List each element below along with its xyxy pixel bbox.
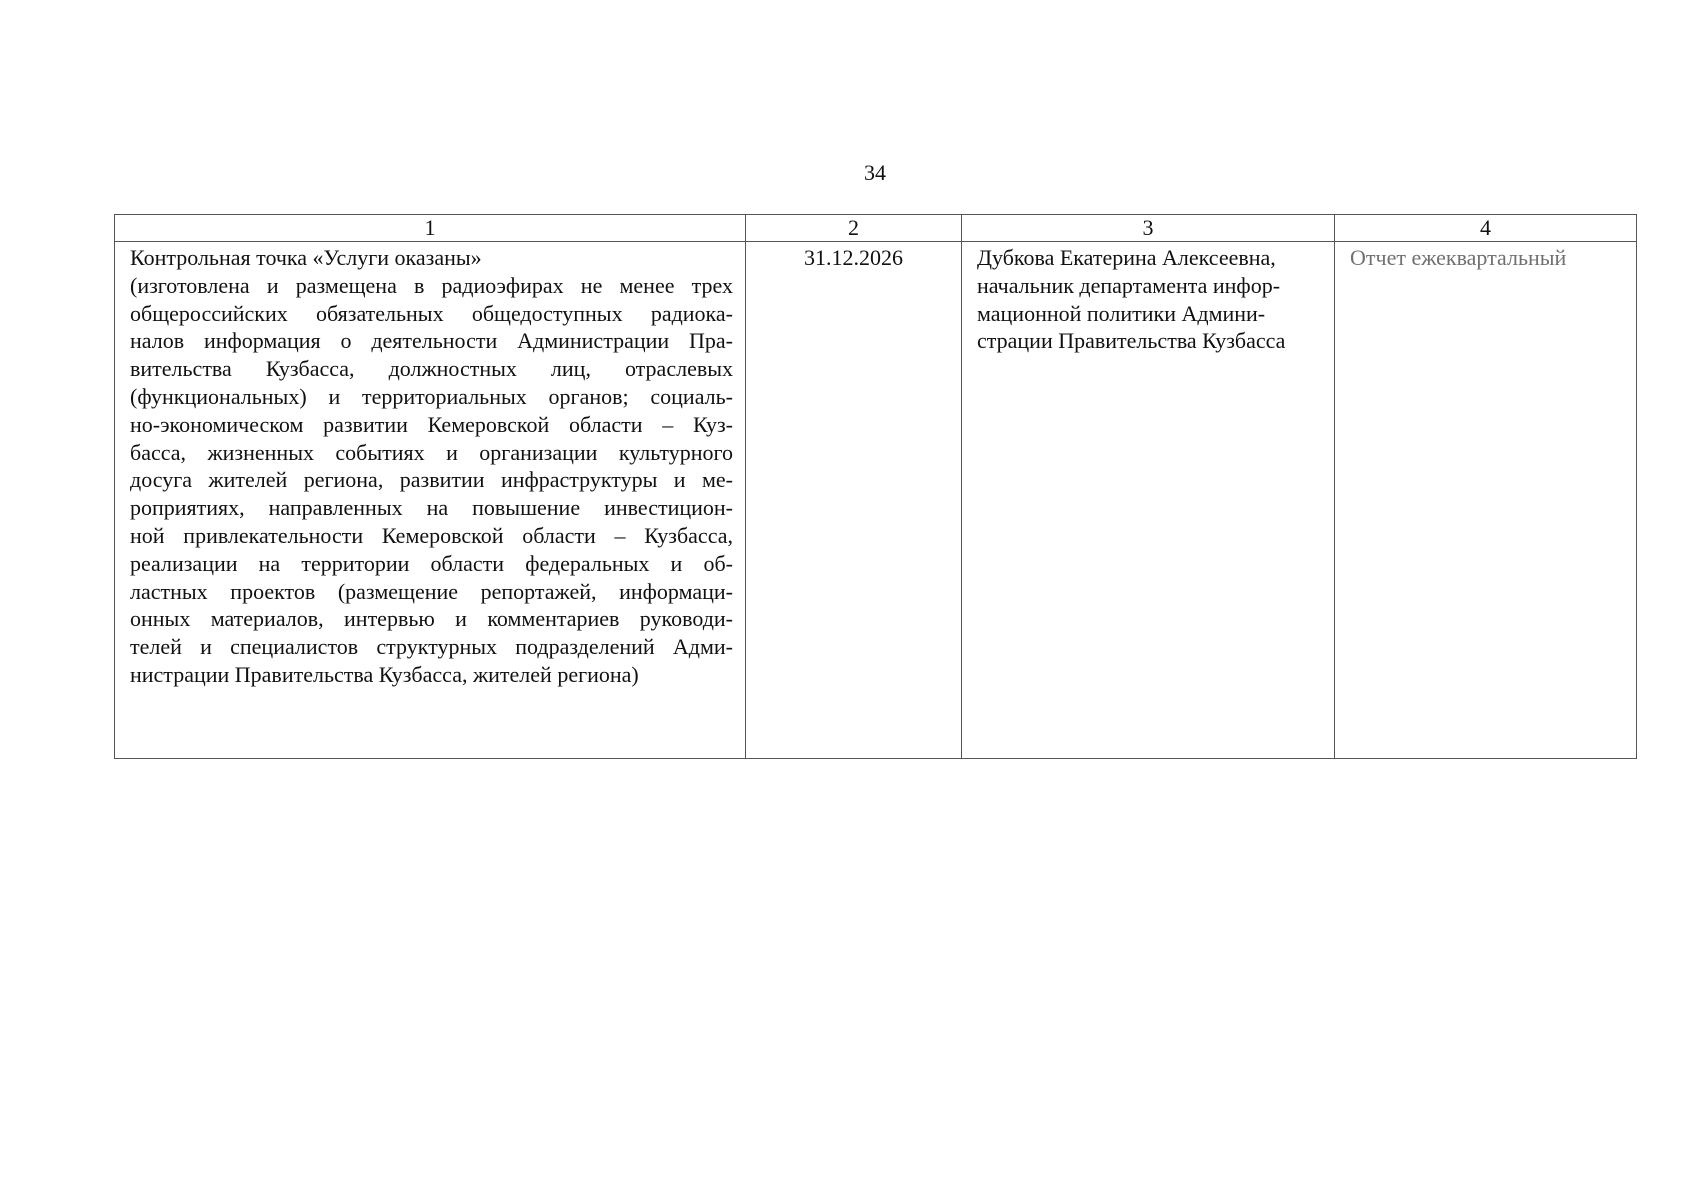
description-line: налов информация о деятельности Администрации Пра- bbox=[130, 328, 733, 354]
report-type-text: Отчет ежеквартальный bbox=[1350, 245, 1567, 270]
control-point-table bbox=[114, 214, 1637, 759]
column-header-3: 3 bbox=[962, 215, 1335, 242]
report-type-cell bbox=[1335, 242, 1637, 759]
description-line: общероссийских обязательных общедоступных радиока- bbox=[130, 300, 733, 326]
responsible-text bbox=[962, 242, 1334, 355]
description-line: нистрации Правительства Кузбасса, жителей региона) bbox=[130, 661, 639, 687]
responsible-line: страции Правительства Кузбасса bbox=[977, 328, 1286, 354]
description-line: вительства Кузбасса, должностных лиц, отраслевых bbox=[130, 356, 733, 382]
table-header-row bbox=[115, 215, 1637, 242]
description-line: досуга жителей региона, развитии инфраструктуры и ме- bbox=[130, 467, 733, 493]
description-line: реализации на территории области федеральных и об- bbox=[130, 550, 733, 576]
description-line: телей и специалистов структурных подразделений Адми- bbox=[130, 634, 733, 660]
responsible-cell bbox=[962, 242, 1335, 759]
responsible-line: Дубкова Екатерина Алексеевна, bbox=[977, 245, 1276, 270]
description-line: ластных проектов (размещение репортажей, информаци- bbox=[130, 578, 733, 604]
column-header-1: 1 bbox=[115, 215, 746, 242]
responsible-line: начальник департамента инфор- bbox=[977, 272, 1281, 298]
responsible-line: мационной политики Админи- bbox=[977, 300, 1266, 326]
description-line: (функциональных) и территориальных органов; социаль- bbox=[130, 383, 733, 409]
column-header-4: 4 bbox=[1335, 215, 1637, 242]
description-line: басса, жизненных событиях и организации культурного bbox=[130, 439, 733, 465]
column-header-2: 2 bbox=[746, 215, 962, 242]
description-line: ной привлекательности Кемеровской области – Кузбасса, bbox=[130, 522, 733, 548]
description-cell bbox=[115, 242, 746, 759]
description-text bbox=[115, 242, 745, 689]
deadline-date: 31.12.2026 bbox=[804, 245, 903, 270]
description-line: роприятиях, направленных на повышение инвестицион- bbox=[130, 495, 733, 521]
page-number: 34 bbox=[864, 160, 886, 185]
description-line: онных материалов, интервью и комментариев руководи- bbox=[130, 606, 733, 632]
deadline-cell bbox=[746, 242, 962, 759]
description-line: но-экономическом развитии Кемеровской области – Куз- bbox=[130, 411, 733, 437]
table-row bbox=[115, 242, 1637, 759]
description-line: (изготовлена и размещена в радиоэфирах не менее трех bbox=[130, 272, 733, 298]
control-point-title: Контрольная точка «Услуги оказаны» bbox=[130, 245, 482, 270]
